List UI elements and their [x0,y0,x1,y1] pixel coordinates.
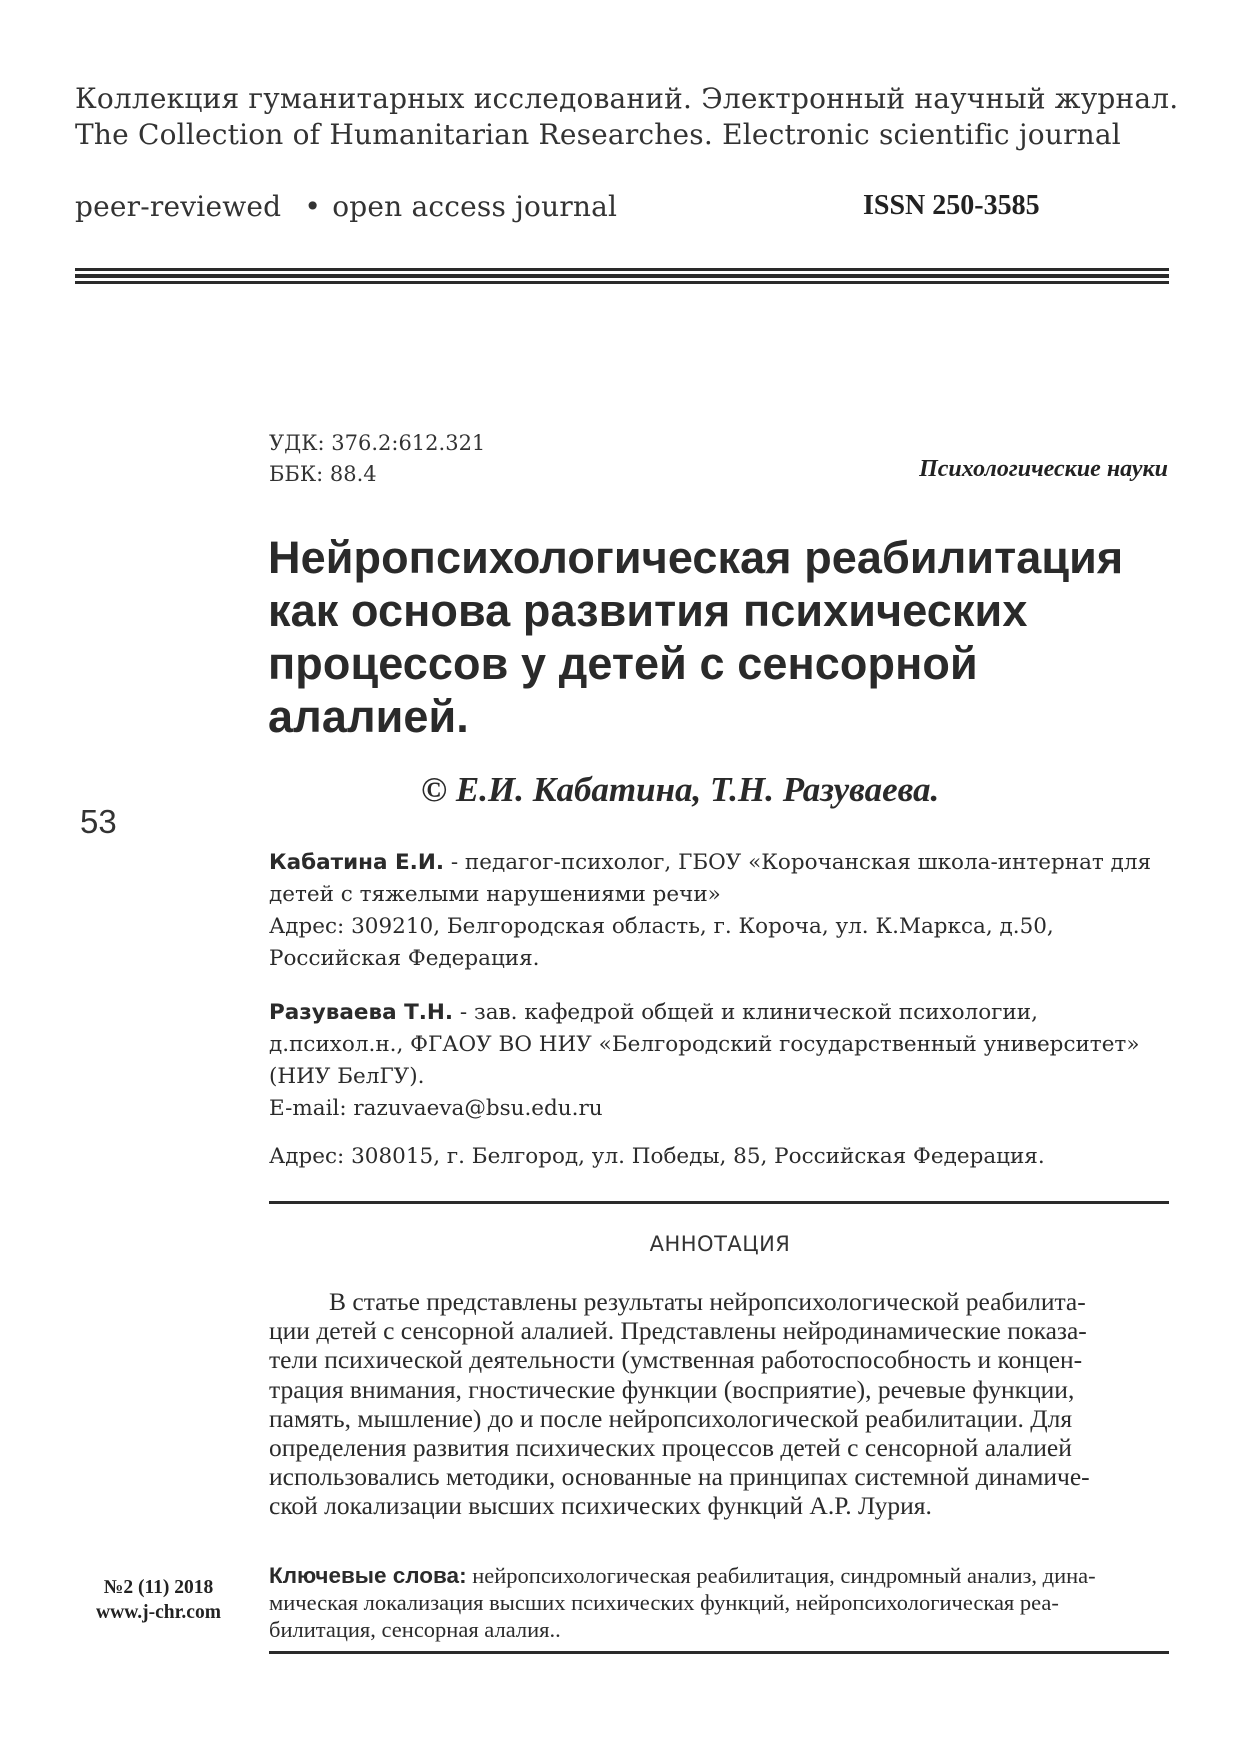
header-rule-bottom [75,281,1169,284]
issue-number: №2 (11) 2018 [103,1577,214,1598]
header-rule-top [75,268,1169,271]
tag-open-access: open access journal [332,190,618,223]
issue-footer [76,1575,241,1625]
annotation-line: тели психической деятельности (умственная работоспособность и концен- [269,1345,1083,1375]
keywords-line: билитация, сенсорная алалия.. [269,1617,561,1642]
authors: © Е.И. Кабатина, Т.Н. Разуваева. [421,770,940,809]
annotation-heading: АННОТАЦИЯ [649,1232,791,1256]
article-title [268,531,1168,743]
header-rule-middle [75,274,1169,278]
journal-tags [75,190,617,223]
issn: ISSN 250-3585 [863,190,1040,221]
annotation-line: определения развития психических процессов детей с сенсорной алалией [269,1433,1072,1463]
affiliation-2 [269,997,1174,1125]
author-1-address-cont: Российская Федерация. [269,946,540,971]
annotation-line: В статье представлены результаты нейропсихологической реабилита- [329,1287,1086,1316]
bbk: ББК: 88.4 [269,462,377,486]
annotation-line: ской локализации высших психических функций А.Р. Лурия. [269,1491,932,1521]
journal-site: www.j-chr.com [96,1602,221,1623]
annotation-line: ции детей с сенсорной алалией. Представлены нейродинамические показа- [269,1316,1087,1346]
footer-rule [269,1651,1169,1654]
journal-title-en: The Collection of Humanitarian Researches. Electronic scientific journal [75,118,1121,151]
section-label: Психологические науки [919,456,1168,482]
annotation-body [269,1287,1167,1521]
page-number: 53 [80,803,117,840]
author-1-role-cont: детей с тяжелыми нарушениями речи» [269,882,721,907]
keywords-line: нейропсихологическая реабилитация, синдромный анализ, дина- [466,1563,1096,1588]
title-line: Нейропсихологическая реабилитация [268,532,1124,583]
author-2-email: E-mail: razuvaeva@bsu.edu.ru [269,1096,603,1121]
annotation-line: трация внимания, гностические функции (восприятие), речевые функции, [269,1374,1075,1404]
tag-peer-reviewed: peer-reviewed [75,190,282,223]
title-line: процессов у детей с сенсорной [268,638,978,689]
annotation-line: память, мышление) до и после нейропсихологической реабилитации. Для [269,1403,1073,1433]
tag-bullet: • [304,190,322,223]
keywords-label: Ключевые слова: [269,1563,467,1588]
affiliation-1 [269,847,1174,975]
author-2-address: Адрес: 308015, г. Белгород, ул. Победы, 85, Российская Федерация. [269,1144,1045,1169]
author-2-role-cont: (НИУ БелГУ). [269,1064,425,1089]
annotation-rule-top [269,1201,1169,1204]
annotation-line: использовались методики, основанные на принципах системной динамиче- [269,1462,1090,1492]
author-1-address: Адрес: 309210, Белгородская область, г. Короча, ул. К.Маркса, д.50, [269,914,1054,939]
keywords [269,1562,1169,1643]
author-2-name: Разуваева Т.Н. [269,1000,454,1025]
udk: УДК: 376.2:612.321 [269,431,486,455]
title-line: как основа развития психических [268,585,1028,636]
author-1-name: Кабатина Е.И. [269,850,444,875]
author-2-role: - зав. кафедрой общей и клинической психологии, [453,1000,1038,1025]
title-line: алалией. [268,691,469,742]
author-2-role-cont: д.психол.н., ФГАОУ ВО НИУ «Белгородский государственный университет» [269,1032,1140,1057]
journal-title-ru: Коллекция гуманитарных исследований. Электронный научный журнал. [75,82,1179,115]
author-1-role: - педагог-психолог, ГБОУ «Корочанская школа-интернат для [444,850,1152,875]
keywords-line: мическая локализация высших психических функций, нейропсихологическая реа- [269,1590,1059,1615]
